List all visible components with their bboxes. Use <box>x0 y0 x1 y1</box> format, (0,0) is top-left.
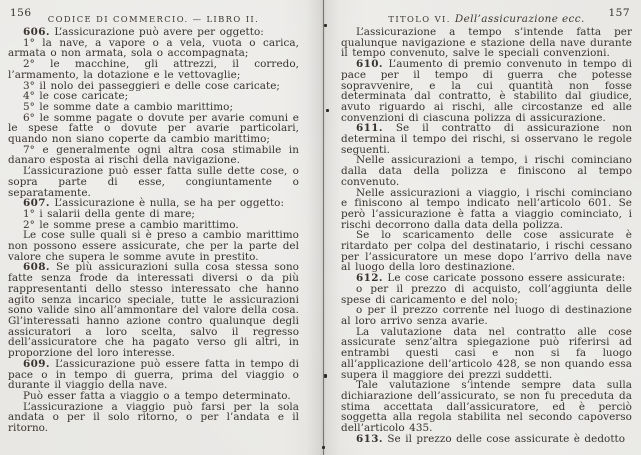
paragraph: o per il prezzo di acquisto, coll’aggiunta delle spese di caricamento e del nolo; <box>341 282 632 306</box>
page-right-body <box>341 27 632 444</box>
article-number: 609. <box>23 357 50 370</box>
paragraph: La valutazione data nel contratto alle cose assicurate senz’altra spiegazione può riferirsi ad entrambi questi casi e non si fa luogo all’applicazione dell’articolo 428, se non quando essa supera il maggiore dei prezzi suddetti. <box>341 325 632 381</box>
paragraph: 5° le somme date a cambio marittimo; <box>23 100 234 113</box>
page-right-header <box>341 7 632 25</box>
scan-speck <box>324 374 327 378</box>
running-title-left: CODICE DI COMMERCIO. — LIBRO II. <box>47 14 260 24</box>
paragraph: 608. Se più assicurazioni sulla cosa stessa sono fatte senza frode da interessati diversi o da più rappresentanti dello stesso interessato che hanno agito senza incarico speciale, tutte le assicurazioni sono valide sino all’ammontare del valore della cosa. Gl’interessati hanno azione contro qualunque degli assicuratori a loro scelta, salvo il regresso dell’assicuratore che ha pagato verso gli altri, in proporzione del loro interesse. <box>8 261 299 360</box>
running-title-italic: Dell’assicurazione ecc. <box>454 13 585 25</box>
scan-speck <box>324 24 327 27</box>
paragraph: L’assicurazione a viaggio può farsi per la sola andata o per il solo ritorno, o per l’andata e il ritorno. <box>8 400 299 435</box>
paragraph: 613. Se il prezzo delle cose assicurate è dedotto <box>356 432 626 445</box>
paragraph: 3° il nolo dei passeggieri e delle cose caricate; <box>23 79 280 92</box>
paragraph: L’assicurazione può esser fatta sulle dette cose, o sopra parte di esse, congiuntamente o separatamente. <box>8 165 299 199</box>
paragraph: 612. Le cose caricate possono essere assicurate: <box>356 272 626 285</box>
paragraph: 1° i salarii della gente di mare; <box>23 207 195 220</box>
article-number: 611. <box>356 122 383 135</box>
article-number: 610. <box>356 58 383 71</box>
paragraph: 1° la nave, a vapore o a vela, vuota o carica, armata o non armata, sola o accompagnata; <box>8 36 299 60</box>
page-left-body <box>8 27 299 434</box>
paragraph: 610. L’aumento di premio convenuto in tempo di pace per il tempo di guerra che potesse sopravvenire, e la cui quantità non fosse determinata dal contratto, è stabilito dal giudice, avuto riguardo ai rischi, alle circostanze ed alle convenzioni di ciascuna polizza di assicurazione. <box>341 58 632 124</box>
page-left-header <box>8 7 299 24</box>
paragraph: Può esser fatta a viaggio o a tempo determinato. <box>23 389 291 402</box>
page-number-left: 156 <box>10 7 32 19</box>
paragraph: 609. L’assicurazione può essere fatta in tempo di pace o in tempo di guerra, prima del viaggio o durante il viaggio della nave. <box>8 357 299 392</box>
page-left <box>8 7 299 452</box>
page-right <box>341 7 632 452</box>
paragraph: Le cose sulle quali si è preso a cambio marittimo non possono essere assicurate, che per la parte del valore che supera le somme avute in prestito. <box>8 229 299 263</box>
article-number: 613. <box>356 432 383 445</box>
paragraph: L’assicurazione a tempo s’intende fatta per qualunque navigazione e stazione della nave durante il tempo convenuto, salve le speciali convenzioni. <box>341 26 632 60</box>
running-title-right <box>388 14 584 24</box>
article-number: 606. <box>23 26 50 38</box>
running-title-chapter: TITOLO VI. <box>388 14 451 24</box>
paragraph: 6° le somme pagate o dovute per avarie comuni e le spese fatte o dovute per avarie particolari, quando non siano coperte da cambio marittimo; <box>8 111 299 146</box>
paragraph: Nelle assicurazioni a viaggio, i rischi cominciano e finiscono al tempo indicato nell’articolo 601. Se però l’assicurazione è fatta a viaggio cominciato, i rischi decorrono dalla data della polizza. <box>341 186 632 231</box>
article-number: 607. <box>23 197 50 210</box>
paragraph: 611. Se il contratto di assicurazione non determina il tempo dei rischi, si osservano le regole seguenti. <box>341 122 632 156</box>
paragraph: 4° le cose caricate; <box>23 90 129 103</box>
article-number: 612. <box>356 272 383 285</box>
paragraph: Tale valutazione s’intende sempre data sulla dichiarazione dell’assicurato, se non fu preceduta da stima accettata dall’assicuratore, ed è perciò soggetta alla regola stabilita nel secondo capoverso dell’articolo 435. <box>341 379 632 435</box>
paragraph: 2° le macchine, gli attrezzi, il corredo, l’armamento, la dotazione e le vettovaglie; <box>8 58 299 81</box>
paragraph: Se lo scaricamento delle cose assicurate è ritardato per colpa del destinatario, i rischi cessano per l’assicuratore un mese dopo l’arrivo della nave al luogo della loro destinazione. <box>341 229 632 274</box>
page-number-right: 157 <box>608 7 630 19</box>
paragraph: 606. L’assicurazione può avere per oggetto: <box>23 26 264 38</box>
paragraph: o per il prezzo corrente nel luogo di destinazione al loro arrivo senza avarie. <box>341 304 632 327</box>
paragraph: 607. L’assicurazione è nulla, se ha per oggetto: <box>23 197 285 210</box>
paragraph: 7° e generalmente ogni altra cosa stimabile in danaro esposta ai rischi della navigazione. <box>8 143 299 167</box>
paragraph: 2° le somme prese a cambio marittimo. <box>23 218 239 231</box>
paragraph: Nelle assicurazioni a tempo, i rischi cominciano dalla data della polizza e finiscono al tempo convenuto. <box>341 154 632 188</box>
spine-divider <box>323 0 324 455</box>
scan-speck <box>322 446 325 449</box>
scan-speck <box>326 109 329 112</box>
article-number: 608. <box>23 261 50 274</box>
